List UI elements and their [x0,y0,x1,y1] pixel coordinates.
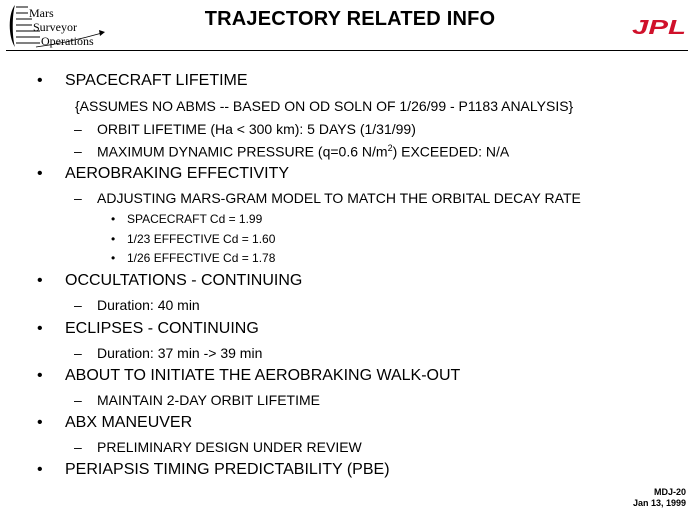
dash-icon: – [74,345,82,361]
logo-text-operations: Operations [41,34,94,48]
periapsis-timing-heading: PERIAPSIS TIMING PREDICTABILITY (PBE) [65,461,390,478]
cd-list-item: 1/23 EFFECTIVE Cd = 1.60 [127,232,276,246]
jpl-logo-text: JPL [632,17,686,37]
dash-icon: – [74,439,82,455]
page-title: TRAJECTORY RELATED INFO [204,8,496,30]
cd-list-item: 1/26 EFFECTIVE Cd = 1.78 [127,251,276,265]
slide-date: Jan 13, 1999 [632,498,686,508]
jpl-logo [632,17,688,42]
abx-maneuver-heading: ABX MANEUVER [65,414,193,431]
jpl-logo-graphic [632,17,688,37]
mars-gram-adjustment-item: ADJUSTING MARS-GRAM MODEL TO MATCH THE ORBITAL DECAY RATE [97,190,581,206]
aerobraking-walkout-heading: ABOUT TO INITIATE THE AEROBRAKING WALK-OUT [65,367,461,384]
max-pressure-text: MAXIMUM DYNAMIC PRESSURE (q=0.6 N/m [97,143,388,160]
bullet-icon: • [37,320,43,337]
small-bullet-icon: • [111,251,116,265]
dash-icon: – [74,121,82,137]
logo-text-mars: Mars [29,6,54,20]
max-pressure-superscript: 2 [387,143,393,153]
bullet-icon: • [37,367,43,384]
small-bullet-icon: • [111,232,116,246]
cd-list-item: SPACECRAFT Cd = 1.99 [127,212,263,226]
abx-design-review-item: PRELIMINARY DESIGN UNDER REVIEW [97,439,362,455]
occultations-heading: OCCULTATIONS - CONTINUING [65,272,303,289]
slide-id: MDJ-20 [653,487,686,497]
dash-icon: – [74,143,82,159]
eclipses-heading: ECLIPSES - CONTINUING [65,320,259,337]
max-pressure-text-end: ) EXCEEDED: N/A [392,143,510,160]
eclipse-duration-item: Duration: 37 min -> 39 min [97,345,263,361]
orbit-lifetime-maintain-item: MAINTAIN 2-DAY ORBIT LIFETIME [97,392,320,408]
small-bullet-icon: • [111,212,116,226]
bullet-icon: • [37,165,43,182]
bullet-icon: • [37,414,43,431]
dash-icon: – [74,297,82,313]
dash-icon: – [74,190,82,206]
header-divider [6,50,688,51]
bullet-icon: • [37,461,43,478]
orbit-lifetime-item: ORBIT LIFETIME (Ha < 300 km): 5 DAYS (1/31/99) [97,121,416,137]
dash-icon: – [74,392,82,408]
occultation-duration-item: Duration: 40 min [97,297,200,313]
bullet-icon: • [37,272,43,289]
logo-text-surveyor: Surveyor [33,20,77,34]
spacecraft-lifetime-heading: SPACECRAFT LIFETIME [65,72,248,89]
spacecraft-lifetime-note: {ASSUMES NO ABMS -- BASED ON OD SOLN OF 1/26/99 - P1183 ANALYSIS} [75,98,574,114]
bullet-icon: • [37,72,43,89]
aerobraking-effectivity-heading: AEROBRAKING EFFECTIVITY [65,165,290,182]
max-dynamic-pressure-item [97,143,509,160]
